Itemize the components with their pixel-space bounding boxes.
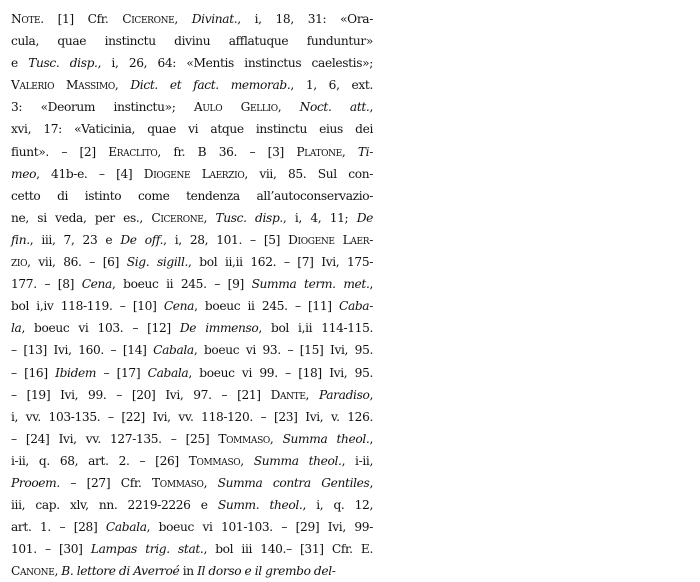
note-text: , xyxy=(369,277,374,292)
note-text: cula, quae instinctu divinu afflatuque funduntur» xyxy=(11,34,373,49)
note-text: Summa theol. xyxy=(253,453,342,468)
note-line xyxy=(11,207,373,229)
note-text: , 41b-e. – [4] xyxy=(36,166,144,181)
note-text: – [24] Ivi, vv. 127-135. – [25] xyxy=(11,431,219,446)
note-line xyxy=(11,273,373,295)
note-line xyxy=(11,74,373,96)
note-text: Tusc. disp. xyxy=(215,210,283,225)
note-line xyxy=(11,163,373,185)
note-text: , xyxy=(369,475,373,490)
footnotes-block xyxy=(11,8,373,582)
note-text: Caba- xyxy=(338,299,373,314)
note-text: e xyxy=(11,56,29,71)
note-text: Tommaso xyxy=(188,453,241,468)
note-line xyxy=(11,494,373,516)
note-line xyxy=(11,428,373,450)
note-text: Aulo Gellio xyxy=(193,100,278,115)
note-text: Sig. sigill. xyxy=(126,255,189,270)
note-text: Summa theol. xyxy=(282,431,370,446)
note-line xyxy=(11,516,373,538)
note-line xyxy=(11,141,373,163)
note-text: , i, q. 12, xyxy=(302,498,373,513)
note-text: Cabala xyxy=(105,520,147,535)
note-line xyxy=(11,295,373,317)
note-text: Divinat. xyxy=(191,12,238,26)
note-text: , boeuc ii 245. – [9] xyxy=(111,277,252,292)
note-line xyxy=(11,560,373,582)
note-text: Summa contra Gentiles xyxy=(217,475,370,490)
note-text: , i, 26, 64: «Mentis instinctus caelestis»; xyxy=(97,56,373,71)
note-text: bol i,iv 118-119. – [10] xyxy=(11,299,164,314)
note-text: Platone xyxy=(296,144,342,159)
note-text: , xyxy=(269,431,283,446)
note-line xyxy=(11,229,373,251)
note-text: , bol ii,ii 162. – [7] Ivi, 175- xyxy=(188,255,373,270)
note-text: , xyxy=(277,100,300,115)
note-text: Eraclito xyxy=(108,144,158,159)
note-text: i, vv. 103-135. – [22] Ivi, vv. 118-120. – [23] Ivi, v. 126. xyxy=(11,409,373,424)
note-line xyxy=(11,185,373,207)
note-text: , vii, 86. – [6] xyxy=(27,255,127,270)
note-text: 101. – [30] xyxy=(11,542,91,557)
note-text: 177. – [8] xyxy=(11,277,82,292)
note-text: Paradiso xyxy=(318,387,370,402)
note-text: , boeuc vi 99. – [18] Ivi, 95. xyxy=(188,365,373,380)
note-text: la xyxy=(11,321,22,336)
note-text: , vii, 85. Sul con- xyxy=(244,166,373,181)
note-text: , bol iii 140.– [31] Cfr. E. xyxy=(203,542,373,557)
note-text: . [1] Cfr. xyxy=(40,12,123,26)
note-line xyxy=(11,30,373,52)
note-text: Noct. att. xyxy=(299,100,370,115)
note-text: , boeuc vi 93. – [15] Ivi, 95. xyxy=(193,343,373,358)
note-text: Il dorso e il grembo del- xyxy=(197,564,336,579)
note-text: , fr. B 36. – [3] xyxy=(157,144,297,159)
note-text: Valerio Massimo xyxy=(11,78,115,93)
note-text: Lampas trig. stat. xyxy=(90,542,204,557)
note-text: – [13] Ivi, 160. – [14] xyxy=(11,343,154,358)
note-text: Tommaso xyxy=(218,431,270,446)
note-line xyxy=(11,96,373,118)
note-text: Ibidem xyxy=(55,365,97,380)
note-line xyxy=(11,406,373,428)
note-text: , xyxy=(369,100,373,115)
note-line xyxy=(11,118,373,140)
note-text: – [16] xyxy=(11,365,56,380)
note-text: , xyxy=(114,78,131,93)
note-text: Cabala xyxy=(153,343,194,358)
note-text: 3: «Deorum instinctu»; xyxy=(11,100,194,115)
note-text: B. lettore di Averroé xyxy=(61,564,180,579)
note-text: ne, si veda, per es., xyxy=(11,210,152,225)
note-text: – [17] xyxy=(96,365,148,380)
note-text: Cicerone xyxy=(151,210,204,225)
note-text: meo xyxy=(11,166,37,181)
note-text: Tusc. disp. xyxy=(28,56,98,71)
note-text: fin. xyxy=(11,232,30,247)
note-text: in xyxy=(179,564,198,579)
note-text: xvi, 17: «Vaticinia, quae vi atque instinctu eius dei xyxy=(11,122,373,137)
note-text: cetto di istinto come tendenza all’autoconservazio- xyxy=(11,188,373,203)
note-text: De immenso xyxy=(179,321,259,336)
note-line xyxy=(11,384,373,406)
note-text: Summ. theol. xyxy=(217,498,303,513)
note-line xyxy=(11,8,373,30)
note-text: , 1, 6, ext. xyxy=(290,78,373,93)
note-text: iii, cap. xlv, nn. 2219-2226 e xyxy=(11,498,218,513)
note-text: – [19] Ivi, 99. – [20] Ivi, 97. – [21] xyxy=(11,387,271,402)
note-text: , xyxy=(240,453,254,468)
note-text: Cena xyxy=(81,277,112,292)
note-text: , xyxy=(305,387,319,402)
note-text: Cicerone xyxy=(122,12,175,26)
note-text: Prooem. xyxy=(11,475,60,490)
note-text: art. 1. – [28] xyxy=(11,520,106,535)
note-text: , xyxy=(369,431,373,446)
note-text: , xyxy=(203,210,216,225)
note-text: Dante xyxy=(270,387,306,402)
note-text: zio xyxy=(11,255,28,270)
note-text: , i, 18, 31: «Ora- xyxy=(237,12,373,26)
note-text: – [27] Cfr. xyxy=(59,475,153,490)
note-text: , iii, 7, 23 e xyxy=(29,232,121,247)
note-text: , boeuc ii 245. – [11] xyxy=(194,299,339,314)
note-text: , boeuc vi 101-103. – [29] Ivi, 99- xyxy=(146,520,373,535)
note-line xyxy=(11,472,373,494)
note-text: Diogene Laerzio xyxy=(143,166,245,181)
note-text: Diogene Laer- xyxy=(288,232,373,247)
note-text: , boeuc vi 103. – [12] xyxy=(21,321,180,336)
note-line xyxy=(11,450,373,472)
note-text: , xyxy=(174,12,192,26)
note-text: Canone xyxy=(11,564,55,579)
note-text: Note xyxy=(11,12,41,26)
note-text: fiunt». – [2] xyxy=(11,144,109,159)
note-line xyxy=(11,251,373,273)
note-line xyxy=(11,317,373,339)
note-text: De off. xyxy=(120,232,164,247)
note-text: , bol i,ii 114-115. xyxy=(258,321,373,336)
note-text: , i-ii, xyxy=(341,453,373,468)
note-text: , i, 28, 101. – [5] xyxy=(163,232,289,247)
note-text: , xyxy=(369,387,373,402)
note-text: Summa term. met. xyxy=(251,277,370,292)
note-line xyxy=(11,339,373,361)
note-text: i-ii, q. 68, art. 2. – [26] xyxy=(11,453,189,468)
note-text: Ti- xyxy=(357,144,373,159)
note-text: , xyxy=(54,564,62,579)
note-text: Cena xyxy=(163,299,195,314)
note-text: , i, 4, 11; xyxy=(282,210,357,225)
note-line xyxy=(11,362,373,384)
note-text: Cabala xyxy=(147,365,189,380)
note-text: De xyxy=(356,210,373,225)
note-text: , xyxy=(203,475,218,490)
note-text: Tommaso xyxy=(152,475,204,490)
note-line xyxy=(11,52,373,74)
note-line xyxy=(11,538,373,560)
note-text: , xyxy=(341,144,358,159)
note-text: Dict. et fact. memorab. xyxy=(130,78,291,93)
